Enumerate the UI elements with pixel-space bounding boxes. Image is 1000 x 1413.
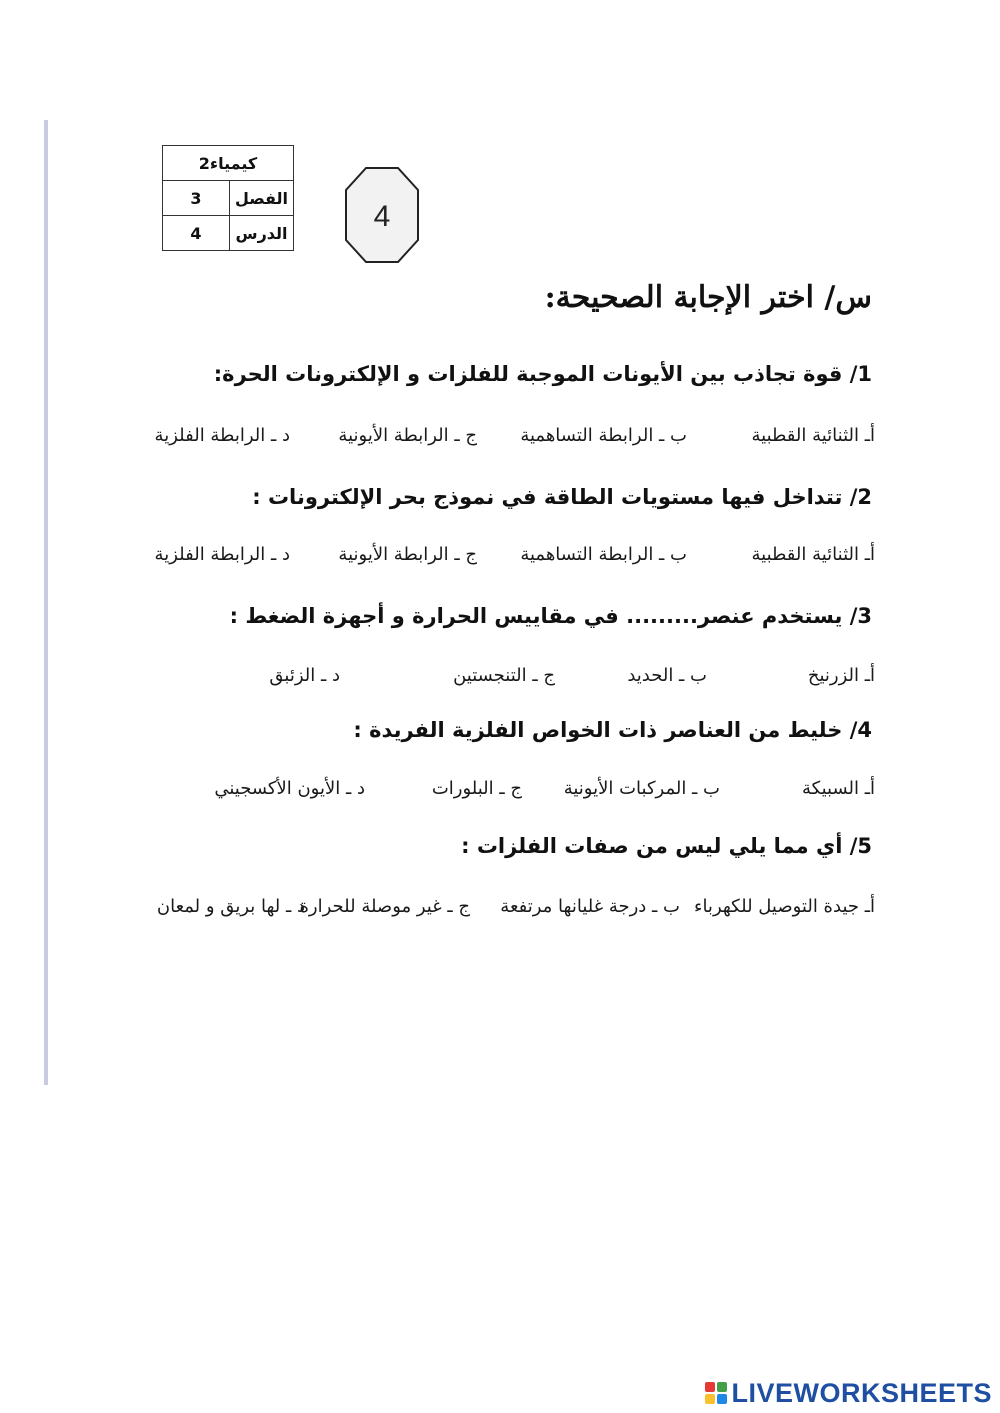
question-1: 1/ قوة تجاذب بين الأيونات الموجبة للفلزات و الإلكترونات الحرة: <box>213 362 872 386</box>
lesson-info-table <box>162 145 294 251</box>
logo-square-green <box>717 1382 727 1392</box>
lesson-label: الدرس <box>230 216 294 251</box>
logo-square-red <box>705 1382 715 1392</box>
question-5: 5/ أي مما يلي ليس من صفات الفلزات : <box>461 834 872 858</box>
subject-cell: 2كيمياء <box>163 146 294 181</box>
q4-option-b[interactable]: ب ـ المركبات الأيونية <box>563 778 720 799</box>
q1-option-a[interactable]: أـ الثنائية القطبية <box>751 425 875 446</box>
lesson-value: 4 <box>163 216 230 251</box>
q5-option-b[interactable]: ب ـ درجة غليانها مرتفعة <box>500 896 680 917</box>
q3-option-d[interactable]: د ـ الزئبق <box>269 665 340 686</box>
brand-text: LIVEWORKSHEETS <box>731 1377 992 1408</box>
q3-option-b[interactable]: ب ـ الحديد <box>627 665 707 686</box>
q5-option-d[interactable]: د ـ لها بريق و لمعان <box>156 896 305 917</box>
question-2: 2/ تتداخل فيها مستويات الطاقة في نموذج بحر الإلكترونات : <box>252 485 872 509</box>
q4-option-d[interactable]: د ـ الأيون الأكسجيني <box>214 778 365 799</box>
q1-option-d[interactable]: د ـ الرابطة الفلزية <box>154 425 290 446</box>
q2-option-b[interactable]: ب ـ الرابطة التساهمية <box>520 544 687 565</box>
q4-option-a[interactable]: أـ السبيكة <box>802 778 875 799</box>
logo-square-yellow <box>705 1394 715 1404</box>
q4-option-c[interactable]: ج ـ البلورات <box>431 778 522 799</box>
liveworksheets-brand[interactable] <box>705 1378 992 1408</box>
question-3: 3/ يستخدم عنصر......... في مقاييس الحرارة و أجهزة الضغط : <box>229 604 872 628</box>
q5-option-a[interactable]: أـ جيدة التوصيل للكهرباء <box>693 896 875 917</box>
margin-rule <box>44 120 48 1085</box>
q3-option-a[interactable]: أـ الزرنيخ <box>807 665 875 686</box>
q1-option-b[interactable]: ب ـ الرابطة التساهمية <box>520 425 687 446</box>
chapter-label: الفصل <box>230 181 294 216</box>
badge-number: 4 <box>373 200 391 233</box>
q2-option-d[interactable]: د ـ الرابطة الفلزية <box>154 544 290 565</box>
q2-option-c[interactable]: ج ـ الرابطة الأيونية <box>338 544 477 565</box>
q3-option-c[interactable]: ج ـ التنجستين <box>453 665 555 686</box>
q1-option-c[interactable]: ج ـ الرابطة الأيونية <box>338 425 477 446</box>
liveworksheets-logo-icon <box>705 1382 727 1404</box>
q2-option-a[interactable]: أـ الثنائية القطبية <box>751 544 875 565</box>
instruction-heading: س/ اختر الإجابة الصحيحة: <box>544 280 872 315</box>
q5-option-c[interactable]: ج ـ غير موصلة للحرارة <box>299 896 470 917</box>
octagon-badge <box>344 166 420 264</box>
question-4: 4/ خليط من العناصر ذات الخواص الفلزية الفريدة : <box>353 718 872 742</box>
chapter-value: 3 <box>163 181 230 216</box>
logo-square-blue <box>717 1394 727 1404</box>
